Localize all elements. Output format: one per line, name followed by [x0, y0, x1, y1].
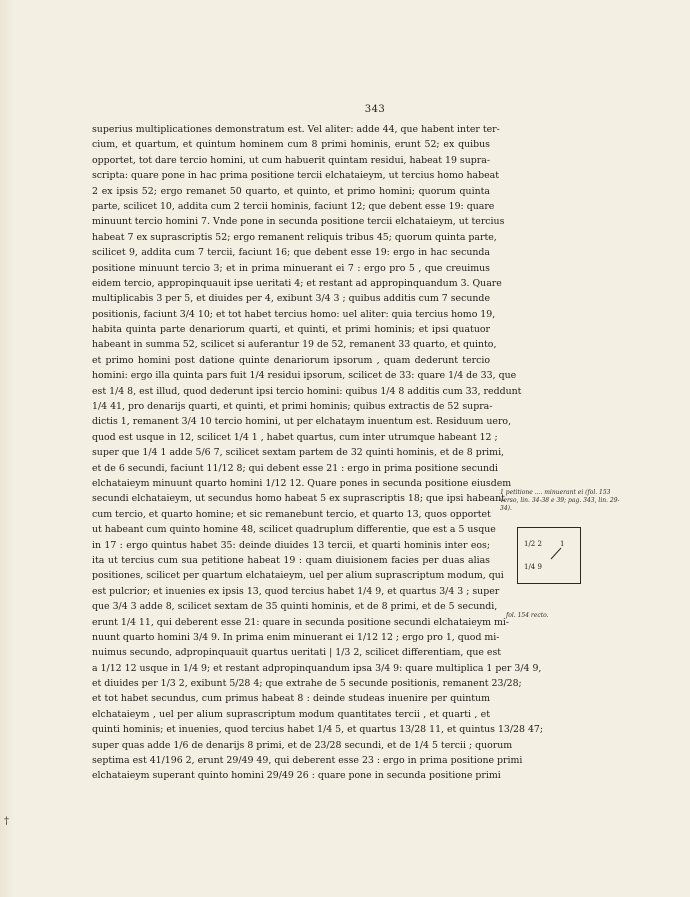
- text-line: nuunt quarto homini 3/4 9. In prima enim minuerant ei 1/12 12 ; ergo pro 1, quod mi-: [92, 631, 500, 643]
- text-line: ita ut tercius cum sua petitione habeat 19 : quam diuisionem facies per duas alias: [92, 554, 490, 566]
- text-line: positione minuunt tercio 3; et in prima minuerant ei 7 : ergo pro 5 , que creuimus: [92, 262, 490, 274]
- text-line: scilicet 9, addita cum 7 tercii, faciunt 16; que debent esse 19: ergo in hac secunda: [92, 247, 490, 259]
- text-line: parte, scilicet 10, addita cum 2 tercii hominis, faciunt 12; que debent esse 19: quare: [92, 200, 495, 212]
- text-line: minuunt tercio homini 7. Vnde pone in secunda positione tercii elchataieym, ut tercius: [92, 216, 505, 228]
- text-line: est pulcrior; et inuenies ex ipsis 13, quod tercius habet 1/4 9, et quartus 3/4 3 ; super: [92, 585, 500, 597]
- text-line: et diuides per 1/3 2, exibunt 5/28 4; que extrahe de 5 secunde positionis, remanent 23/28;: [92, 678, 522, 690]
- edge-mark: †: [4, 816, 9, 827]
- diagram-label-left-top: 1/2 2: [524, 540, 542, 548]
- page-number: 343: [364, 104, 386, 115]
- text-line: 2 ex ipsis 52; ergo remanet 50 quarto, et quinto, et primo homini; quorum quinta: [92, 185, 490, 197]
- binding-edge: [0, 0, 14, 897]
- diagram-label-left-bottom: 1/4 9: [524, 563, 542, 571]
- text-line: secundi elchataieym, ut secundus homo habeat 5 ex suprascriptis 18; que ipsi habeant: [92, 493, 505, 505]
- text-line: super que 1/4 1 adde 5/6 7, scilicet sextam partem de 32 quinti hominis, et de 8 primi,: [92, 447, 505, 459]
- text-line: nuimus secundo, adpropinquauit quartus ueritati | 1/3 2, scilicet differentiam, que est: [92, 647, 502, 659]
- diagram-label-right: 1: [560, 540, 565, 548]
- text-line: et tot habet secundus, cum primus habeat 8 : deinde studeas inuenire per quintum: [92, 693, 490, 705]
- text-line: positionis, faciunt 3/4 10; et tot habet tercius homo: uel aliter: quia tercius homo 19,: [92, 308, 496, 320]
- text-line: positiones, scilicet per quartum elchataieym, uel per alium suprascriptum modum, qui: [92, 570, 504, 582]
- text-line: quinti hominis; et inuenies, quod tercius habet 1/4 5, et quartus 13/28 11, et quintus 13/28 47;: [92, 724, 544, 736]
- text-line: superius multiplicationes demonstratum est. Vel aliter: adde 44, que habent inter ter-: [92, 124, 500, 135]
- text-line: septima est 41/196 2, erunt 29/49 49, qui deberent esse 23 : ergo in prima positione primi: [92, 755, 523, 767]
- text-line: multiplicabis 3 per 5, et diuides per 4, exibunt 3/4 3 ; quibus additis cum 7 secunde: [92, 293, 490, 305]
- text-line: super quas adde 1/6 de denarijs 8 primi, et de 23/28 secundi, et de 1/4 5 tercii ; quorum: [92, 739, 513, 751]
- text-line: elchataieym minuunt quarto homini 1/12 12. Quare pones in secunda positione eiusdem: [92, 477, 512, 489]
- text-line: dictis 1, remanent 3/4 10 tercio homini, ut per elchataym inuentum est. Residuum uero,: [92, 416, 512, 428]
- text-line: opportet, tot dare tercio homini, ut cum habuerit quintam residui, habeat 19 supra-: [92, 154, 490, 166]
- folio-note: fol. 154 recto.: [506, 612, 549, 619]
- text-line: ut habeant cum quinto homine 48, scilicet quadruplum differentie, que est a 5 usque: [92, 524, 496, 536]
- text-line: a 1/12 12 usque in 1/4 9; et restant adpropinquandum ipsa 3/4 9: quare multiplica 1 per 3/4 9,: [92, 662, 542, 674]
- margin-note: 1 petitione .... minuerant ei (fol. 153 verso, lin. 34-38 e 39; pag. 343, lin. 29-34).: [500, 489, 620, 512]
- text-line: quod est usque in 12, scilicet 1/4 1 , habet quartus, cum inter utrumque habeant 12 ;: [92, 431, 498, 443]
- text-line: que 3/4 3 adde 8, scilicet sextam de 35 quinti hominis, et de 8 primi, et de 5 secundi,: [92, 601, 498, 613]
- text-line: habeant in summa 52, scilicet si auferantur 19 de 52, remanent 33 quarto, et quinto,: [92, 339, 497, 351]
- text-line: et primo homini post datione quinte denariorum ipsorum , quam dederunt tercio: [92, 354, 490, 366]
- text-line: erunt 1/4 11, qui deberent esse 21: quare in secunda positione secundi elchataieym mi-: [92, 616, 510, 628]
- text-line: elchataieym , uel per alium suprascriptum modum quantitates tercii , et quarti , et: [92, 708, 490, 720]
- text-line: cum tercio, et quarto homine; et sic remanebunt tercio, et quarto 13, quos opportet: [92, 508, 491, 520]
- text-line: cium, et quartum, et quintum hominem cum 8 primi hominis, erunt 52; ex quibus: [92, 139, 490, 151]
- diagram-lines: [518, 528, 580, 583]
- text-line: elchataieym superant quinto homini 29/49 26 : quare pone in secunda positione primi: [92, 770, 501, 782]
- diagram-connector: [551, 548, 561, 559]
- text-line: 1/4 41, pro denarijs quarti, et quinti, et primi hominis; quibus extractis de 52 supra-: [92, 401, 493, 413]
- text-line: est 1/4 8, est illud, quod dederunt ipsi tercio homini: quibus 1/4 8 additis cum 33, reddunt: [92, 385, 522, 397]
- marginal-diagram: [517, 527, 581, 584]
- text-line: habita quinta parte denariorum quarti, et quinti, et primi hominis; et ipsi quatuor: [92, 324, 490, 336]
- text-line: eidem tercio, appropinquauit ipse ueritati 4; et restant ad appropinquandum 3. Quare: [92, 277, 502, 289]
- text-line: et de 6 secundi, faciunt 11/12 8; qui debent esse 21 : ergo in prima positione secundi: [92, 462, 499, 474]
- text-line: in 17 : ergo quintus habet 35: deinde diuides 13 tercii, et quarti hominis inter eos;: [92, 539, 490, 551]
- text-line: homini: ergo illa quinta pars fuit 1/4 residui ipsorum, scilicet de 33: quare 1/4 de 33, que: [92, 370, 517, 382]
- text-line: scripta: quare pone in hac prima positione tercii elchataieym, ut tercius homo habeat: [92, 170, 500, 182]
- text-line: habeat 7 ex suprascriptis 52; ergo remanent reliquis tribus 45; quorum quinta parte,: [92, 231, 497, 243]
